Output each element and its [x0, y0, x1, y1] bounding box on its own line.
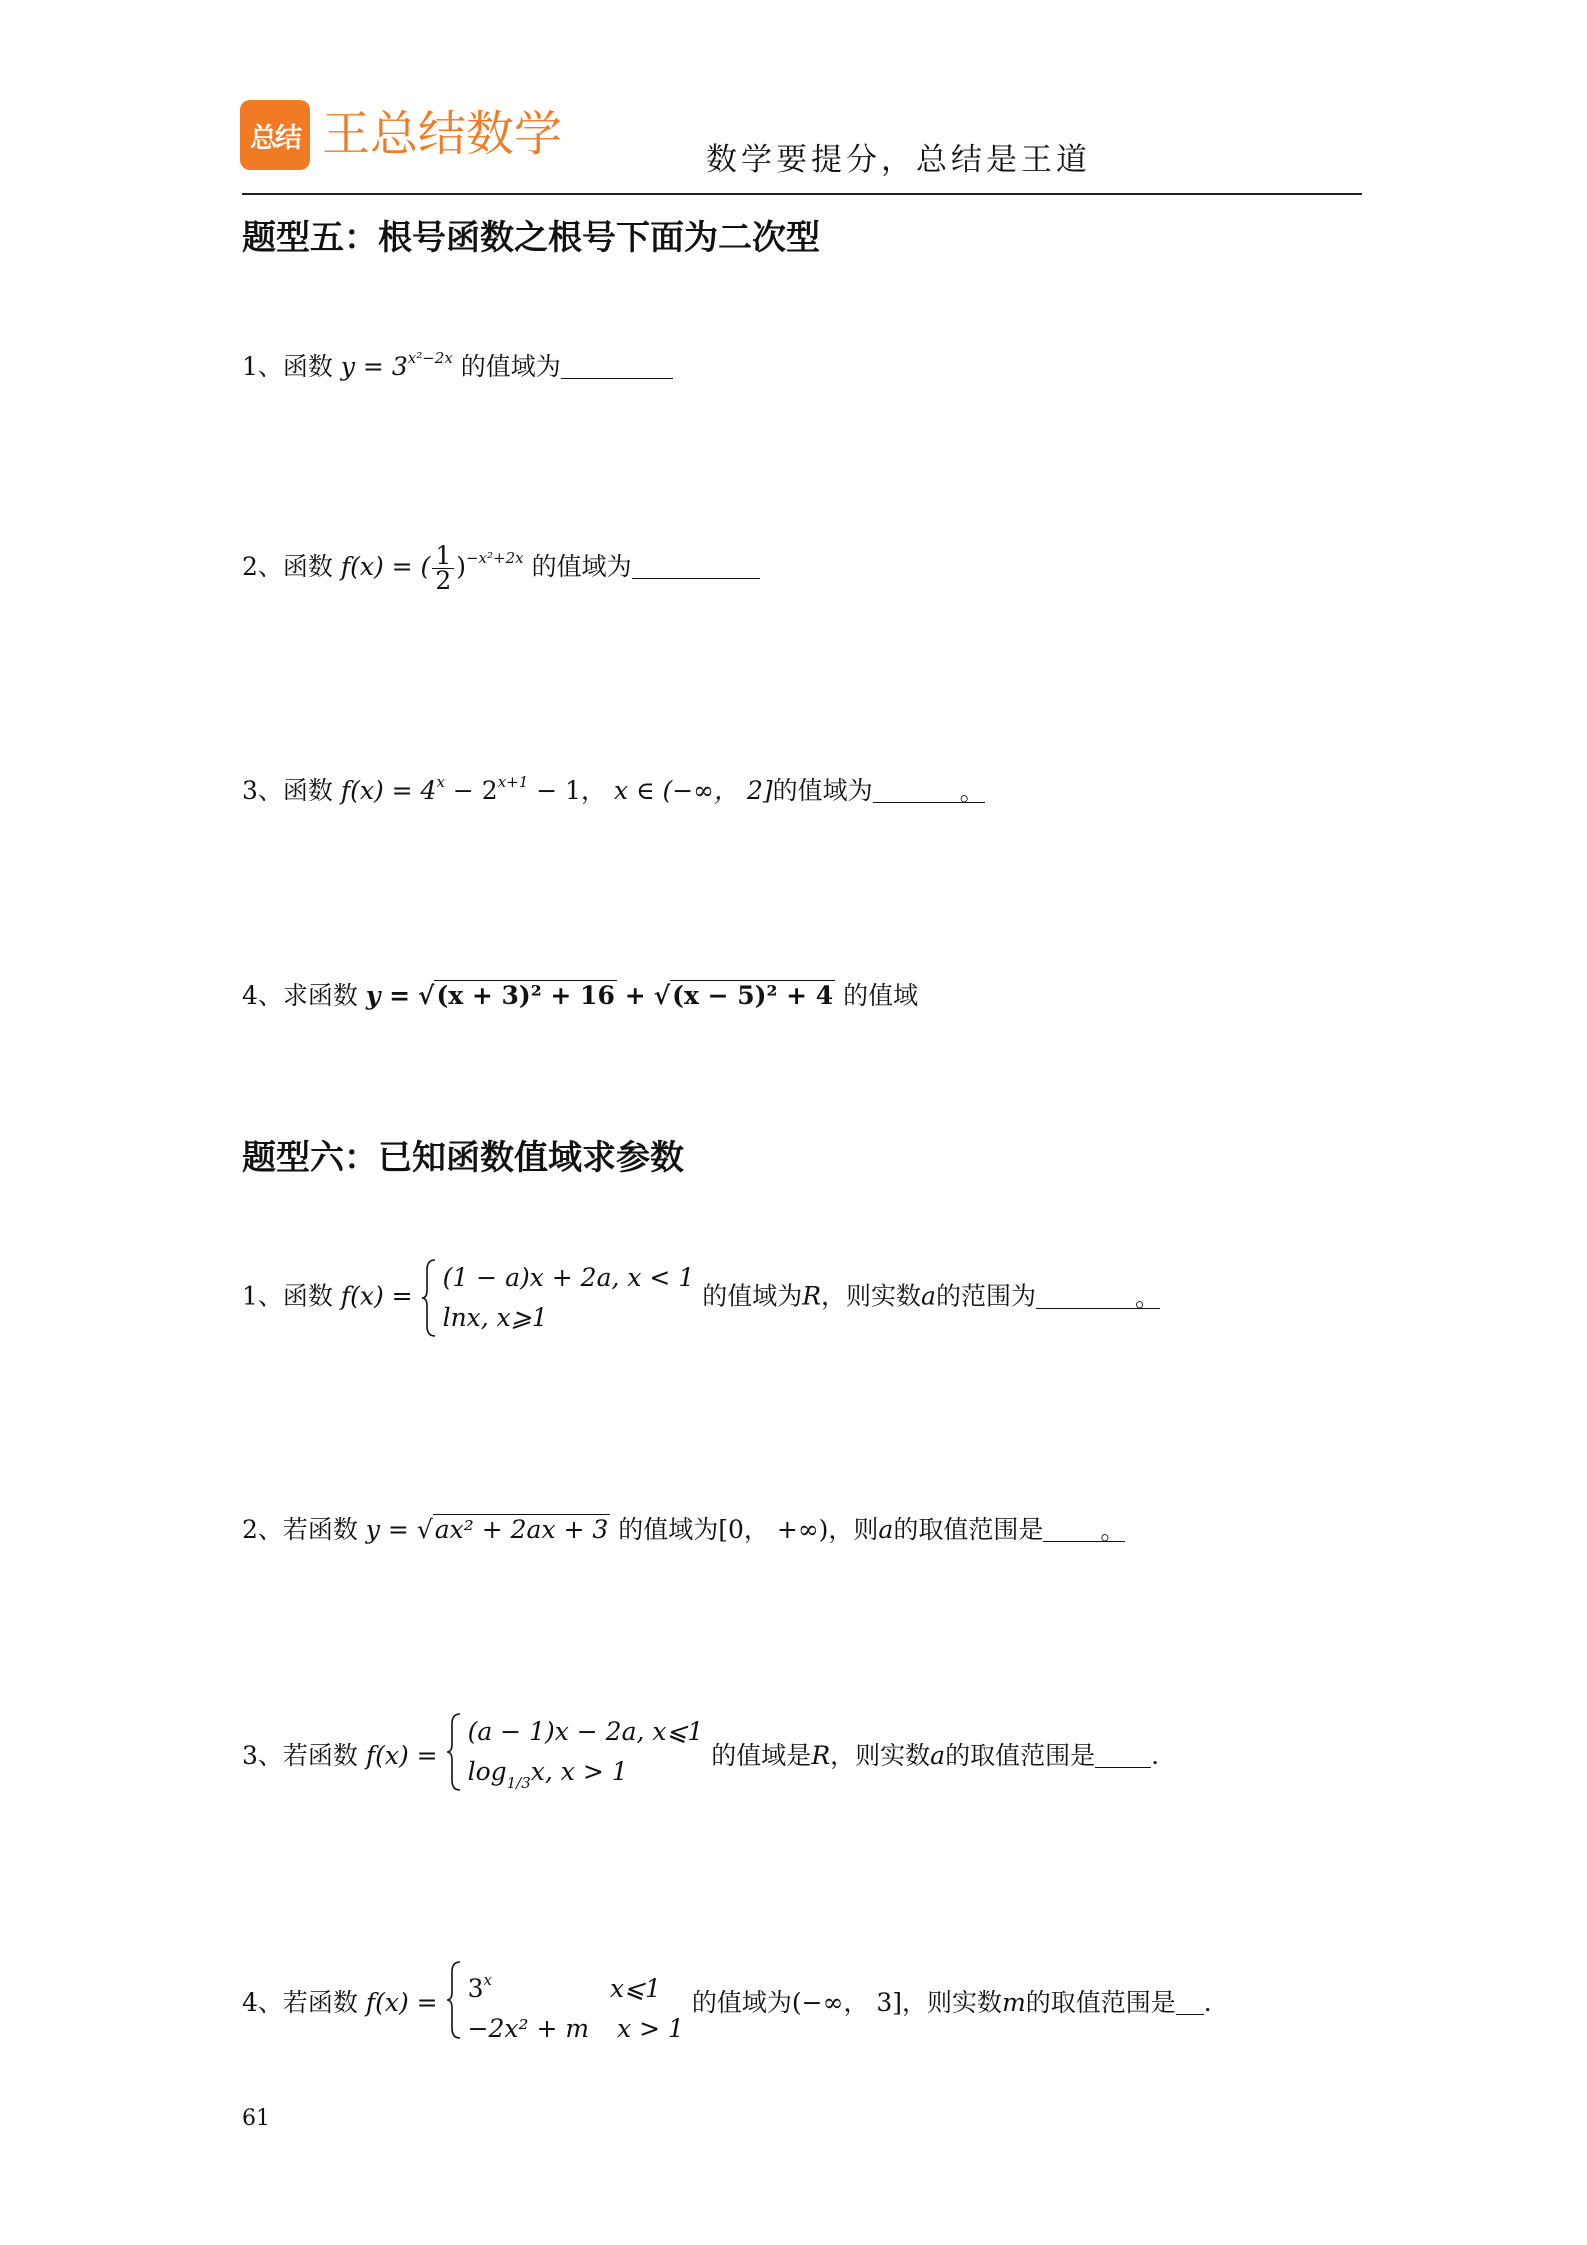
- s5-question-3: 3、函数 $f(x) = 4^x - 2^{x+1} - 1$， x ∈ (−∞， 2]的值域为 。: [242, 773, 985, 806]
- answer-blank: 。: [1036, 1280, 1160, 1309]
- s5-question-1: 1、函数 $y = 3^{x^2-2x}$ 的值域为: [242, 340, 673, 385]
- sqrt-1: √(x + 3)² + 16: [418, 981, 615, 1010]
- s6-question-4: 4、若函数 f(x) = 3$^x$ x⩽1 −2x² + m x > 1 的值域为(−∞， 3]，则实数m的取值范围是 .: [242, 1960, 1212, 2049]
- sqrt-3: √ax² + 2ax + 3: [416, 1515, 609, 1544]
- s6-question-3: 3、若函数 f(x) = (a − 1)x − 2a, x⩽1 $\log_{1/3}x$, x > 1 的值域是R，则实数a的取值范围是 .: [242, 1712, 1159, 1803]
- header-slogan: 数学要提分，总结是王道: [706, 142, 1091, 178]
- answer-blank: [1095, 1739, 1151, 1768]
- answer-blank: [1176, 1986, 1204, 2015]
- section5-title: 题型五：根号函数之根号下面为二次型: [242, 218, 820, 258]
- answer-blank: [632, 550, 760, 579]
- answer-blank: [561, 350, 673, 379]
- logo-badge: 总结: [240, 100, 310, 170]
- s5-question-2: 2、函数 f(x) = ( $\frac{1}{2}$ )$^{-x^2+2x}$ 的值域为: [242, 540, 760, 593]
- page-number: 61: [242, 2106, 270, 2131]
- piecewise: (a − 1)x − 2a, x⩽1 $\log_{1/3}x$, x > 1: [446, 1712, 704, 1803]
- sqrt-2: √(x − 5)² + 4: [653, 981, 834, 1010]
- piecewise: (1 − a)x + 2a, x < 1 lnx, x⩾1: [421, 1258, 695, 1338]
- piecewise: 3$^x$ x⩽1 −2x² + m x > 1: [446, 1960, 684, 2049]
- section6-title: 题型六：已知函数值域求参数: [242, 1138, 684, 1178]
- s5-question-4: 4、求函数 y = √(x + 3)² + 16 + √(x − 5)² + 4 的值域: [242, 978, 918, 1014]
- header-divider: [242, 193, 1362, 195]
- answer-blank: 。: [1043, 1513, 1125, 1542]
- logo-text: 王总结数学: [322, 106, 563, 162]
- s6-question-2: 2、若函数 y = √ax² + 2ax + 3 的值域为[0， +∞)，则a的取值范围是 。: [242, 1512, 1125, 1548]
- answer-blank: 。: [873, 774, 985, 803]
- s6-question-1: 1、函数 f(x) = (1 − a)x + 2a, x < 1 lnx, x⩾1 的值域为R，则实数a的范围为 。: [242, 1258, 1160, 1338]
